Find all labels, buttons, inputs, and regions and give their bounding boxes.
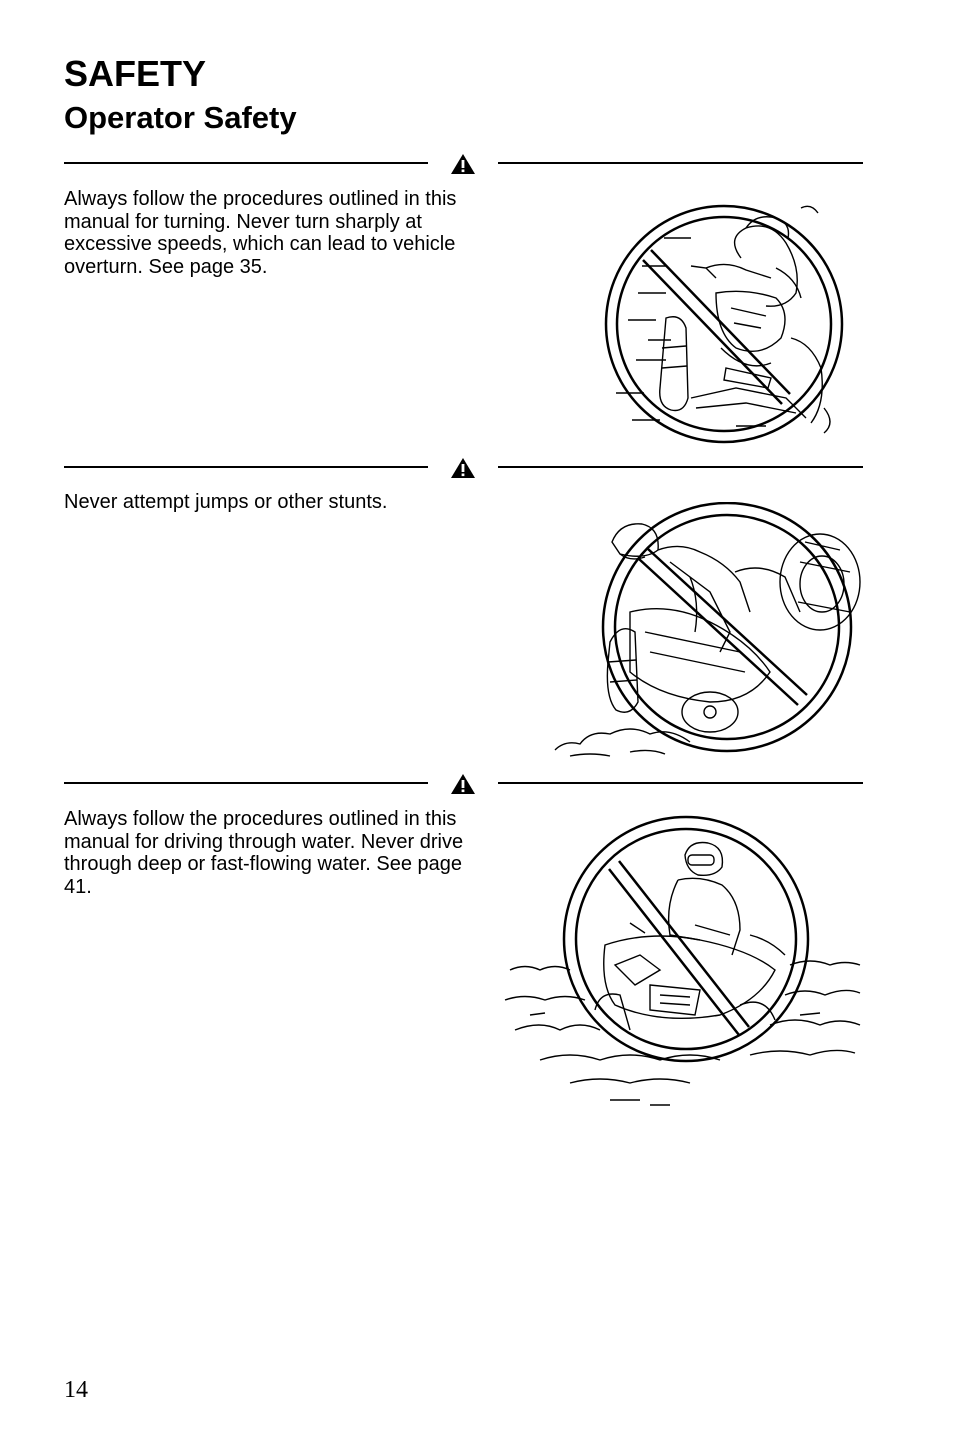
no-deep-water-illustration [500,815,865,1115]
warning-text-water: Always follow the procedures outlined in this manual for driving through water. Never drive through deep or fast-flowing water. See page 41. [64,808,464,898]
no-jumps-illustration [550,502,865,764]
warning-rule-left [64,466,428,468]
warning-triangle-icon [450,773,476,795]
page-number: 14 [64,1377,88,1403]
warning-rule-left [64,162,428,164]
section-title: SAFETY [64,53,207,94]
warning-text-turning: Always follow the procedures outlined in this manual for turning. Never turn sharply at excessive speeds, which can lead to vehicle overturn. See page 35. [64,188,457,278]
warning-triangle-icon [450,153,476,175]
no-sharp-turns-illustration [596,198,858,450]
warning-triangle-icon [450,457,476,479]
warning-rule-right [498,162,863,164]
warning-text-jumps: Never attempt jumps or other stunts. [64,491,388,513]
warning-rule-right [498,466,863,468]
section-subtitle: Operator Safety [64,100,297,135]
warning-rule-left [64,782,428,784]
warning-rule-right [498,782,863,784]
